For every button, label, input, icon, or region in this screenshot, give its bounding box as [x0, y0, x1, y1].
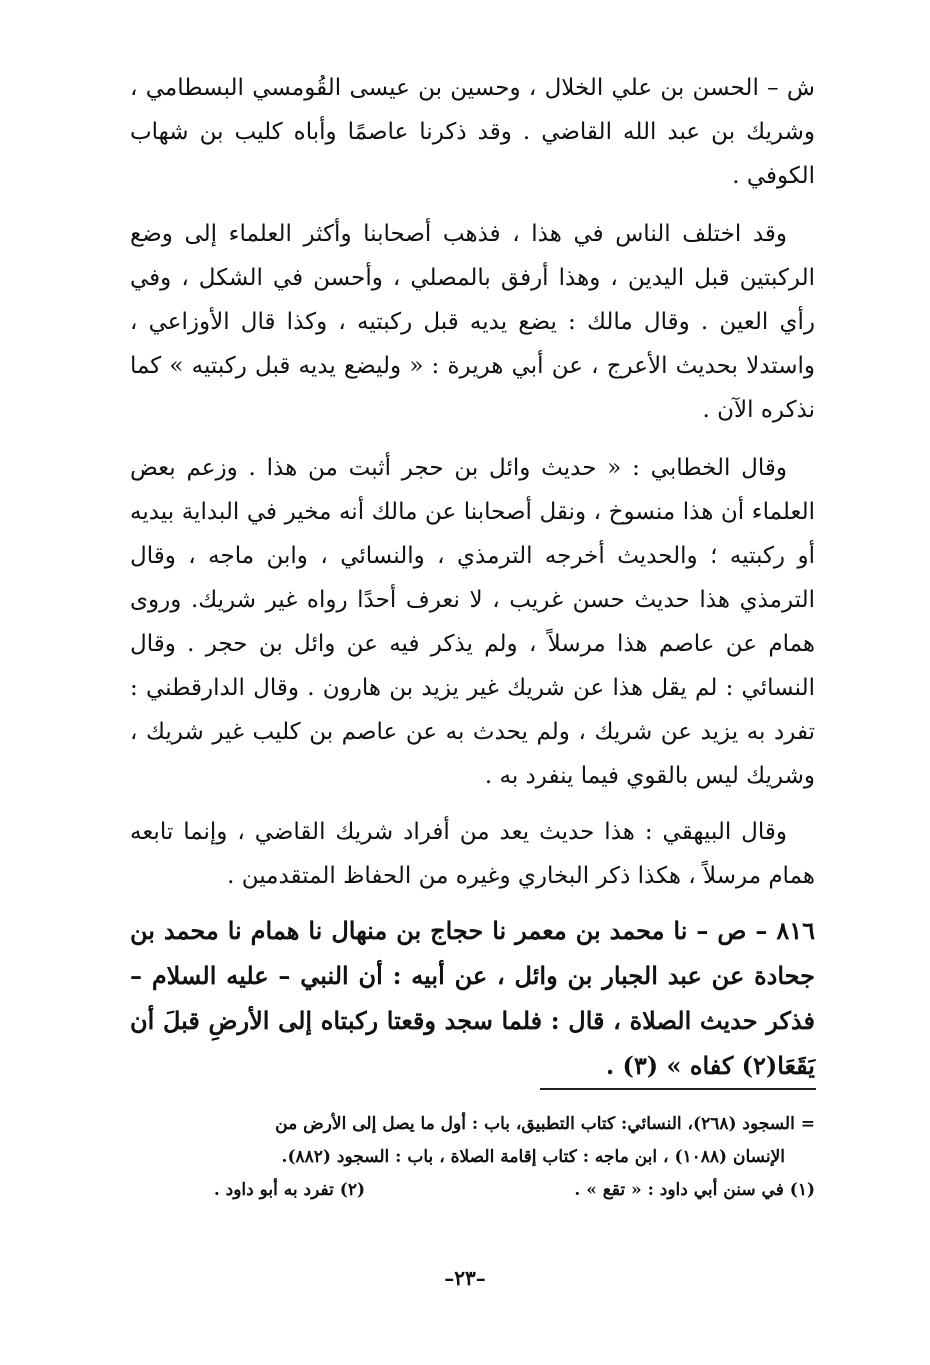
hadith-816: ٨١٦ – ص – نا محمد بن معمر نا حجاج بن منهال نا همام نا محمد بن جحادة عن عبد الجبار بن وائل ، عن أبيه : أن النبي – عليه السلام – فذكر حديث الصلاة ، قال : فلما سجد وقعتا ركبتاه إلى الأرضِ قبلَ أن يَقَعَا(٢) كفاه » (٣) .: [130, 916, 815, 1080]
paragraph-bayhaqi-quote: وقال البيهقي : هذا حديث يعد من أفراد شريك القاضي ، وإنما تابعه همام مرسلاً ، هكذا ذكر البخاري وغيره من الحفاظ المتقدمين .: [130, 819, 815, 889]
page-number: –٢٣–: [444, 1266, 486, 1290]
paragraph-scholars-disagreement: وقد اختلف الناس في هذا ، فذهب أصحابنا وأكثر العلماء إلى وضع الركبتين قبل اليدين ، وهذا أرفق بالمصلي ، وأحسن في الشكل ، وفي رأي العين . وقال مالك : يضع يديه قبل ركبتيه ، وكذا قال الأوزاعي ، واستدلا بحديث الأعرج ، عن أبي هريرة : « وليضع يديه قبل ركبتيه » كما نذكره الآن .: [130, 221, 815, 423]
footnote-1: (١) في سنن أبي داود : « تقع » .: [574, 1180, 815, 1200]
footnote-continuation-line: = السجود (٢٦٨)، النسائي: كتاب التطبيق، باب : أول ما يصل إلى الأرض من: [275, 1114, 815, 1134]
footnote-row: [130, 1174, 815, 1207]
footnotes: [130, 1108, 815, 1207]
footnote-2: (٢) تفرد به أبو داود .: [213, 1180, 365, 1200]
paragraph-commentary-narrators: ش – الحسن بن علي الخلال ، وحسين بن عيسى القُومسي البسطامي ، وشريك بن عبد الله القاضي . وقد ذكرنا عاصمًا وأباه كليب بن شهاب الكوفي .: [130, 75, 815, 189]
paragraph-khattabi-quote: وقال الخطابي : « حديث وائل بن حجر أثبت من هذا . وزعم بعض العلماء أن هذا منسوخ ، ونقل أصحابنا عن مالك أنه مخير في البداية بيديه أو ركبتيه ؛ والحديث أخرجه الترمذي ، والنسائي ، وابن ماجه ، وقال الترمذي هذا حديث حسن غريب ، لا نعرف أحدًا رواه غير شريك. وروى همام عن عاصم هذا مرسلاً ، ولم يذكر فيه عن وائل بن حجر . وقال النسائي : لم يقل هذا عن شريك غير يزيد بن هارون . وقال الدارقطني : تفرد به يزيد عن شريك ، ولم يحدث به عن عاصم بن كليب غير شريك ، وشريك ليس بالقوي فيما ينفرد به .: [130, 455, 815, 789]
footnote-continuation-line: الإنسان (١٠٨٨) ، ابن ماجه : كتاب إقامة الصلاة ، باب : السجود (٨٨٢).: [281, 1147, 785, 1167]
main-text: [130, 66, 815, 1088]
footnote-divider: [540, 1088, 816, 1090]
